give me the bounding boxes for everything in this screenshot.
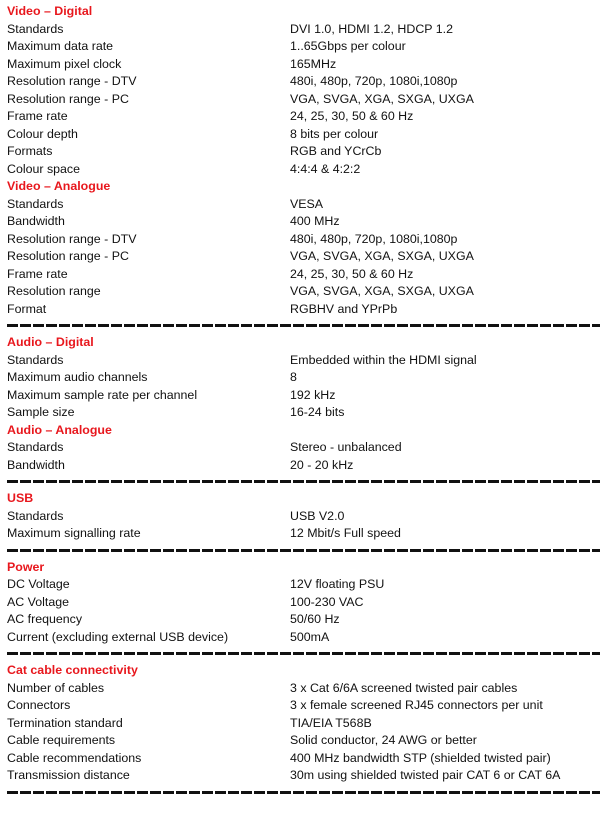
spec-groups [7,3,600,794]
spec-value: Solid conductor, 24 AWG or better [290,733,477,747]
spec-row [7,283,600,301]
section-title: Audio – Analogue [7,422,112,437]
spec-group [7,490,600,552]
spec-value: 24, 25, 30, 50 & 60 Hz [290,266,414,281]
spec-value: TIA/EIA T568B [290,715,372,730]
spec-label: Sample size [7,405,75,419]
spec-row [7,196,600,214]
spec-row [7,21,600,39]
spec-row [7,697,600,715]
spec-label: Maximum sample rate per channel [7,387,198,402]
section-title: Cat cable connectivity [7,663,138,677]
spec-value: 500mA [290,629,330,644]
spec-label: Standards [7,21,64,36]
spec-value: Stereo - unbalanced [290,440,402,454]
spec-section [7,422,600,475]
spec-value: VGA, SVGA, XGA, SXGA, UXGA [290,249,474,263]
spec-row [7,143,600,161]
spec-label: Standards [7,508,64,523]
spec-label: Frame rate [7,266,68,281]
section-title: Power [7,559,45,574]
dashed-separator [7,652,600,655]
spec-group [7,559,600,656]
spec-label: Current (excluding external USB device) [7,629,229,644]
spec-value: VGA, SVGA, XGA, SXGA, UXGA [290,284,474,298]
spec-row [7,767,600,785]
spec-label: Standards [7,352,64,367]
spec-value: 3 x female screened RJ45 connectors per unit [290,698,543,712]
spec-label: Transmission distance [7,768,130,782]
spec-value: 12 Mbit/s Full speed [290,526,401,540]
spec-value: 20 - 20 kHz [290,457,354,472]
spec-label: Formats [7,144,53,158]
spec-label: Standards [7,440,64,454]
spec-section [7,662,600,785]
spec-value: 480i, 480p, 720p, 1080i,1080p [290,74,458,88]
spec-group [7,334,600,483]
spec-value: 4:4:4 & 4:2:2 [290,161,361,176]
spec-label: Termination standard [7,715,123,730]
spec-label: Format [7,301,47,316]
dashed-separator [7,791,600,794]
spec-row [7,73,600,91]
section-title: USB [7,491,34,505]
spec-row [7,680,600,698]
spec-section [7,3,600,178]
spec-value: 30m using shielded twisted pair CAT 6 or CAT 6A [290,768,561,782]
dashed-separator [7,324,600,327]
spec-value: 12V floating PSU [290,577,385,591]
spec-row [7,369,600,387]
spec-value: 16-24 bits [290,405,345,419]
dashed-separator [7,549,600,552]
spec-label: Standards [7,196,64,211]
spec-label: Maximum audio channels [7,370,148,384]
spec-value: USB V2.0 [290,508,345,523]
spec-row [7,38,600,56]
spec-row [7,715,600,733]
spec-value: RGBHV and YPrPb [290,301,398,316]
spec-label: Number of cables [7,680,105,695]
spec-row [7,525,600,543]
spec-label: Maximum signalling rate [7,526,141,540]
spec-label: Maximum data rate [7,39,114,53]
spec-group [7,662,600,794]
section-title: Audio – Digital [7,335,94,349]
spec-value: 1..65Gbps per colour [290,39,406,53]
spec-value: 400 MHz [290,214,340,228]
spec-row [7,457,600,475]
spec-row [7,352,600,370]
spec-value: RGB and YCrCb [290,144,382,158]
spec-value: 100-230 VAC [290,594,364,609]
spec-label: Colour space [7,161,81,176]
spec-row [7,404,600,422]
spec-label: Bandwidth [7,214,65,228]
spec-value: 24, 25, 30, 50 & 60 Hz [290,109,414,123]
spec-value: VGA, SVGA, XGA, SXGA, UXGA [290,91,474,106]
spec-label: Resolution range - PC [7,91,129,106]
spec-row [7,611,600,629]
spec-label: AC frequency [7,612,83,626]
spec-label: Connectors [7,698,71,712]
spec-row [7,161,600,179]
spec-value: 50/60 Hz [290,612,340,626]
spec-row [7,126,600,144]
spec-label: Cable requirements [7,733,116,747]
spec-label: Bandwidth [7,457,65,472]
spec-label: Resolution range [7,284,101,298]
spec-row [7,387,600,405]
section-title: Video – Analogue [7,179,111,193]
spec-row [7,576,600,594]
spec-row [7,266,600,284]
spec-section [7,334,600,422]
spec-row [7,732,600,750]
spec-label: AC Voltage [7,594,69,609]
spec-row [7,594,600,612]
spec-row [7,56,600,74]
spec-label: Resolution range - DTV [7,231,137,246]
spec-section [7,559,600,647]
spec-section [7,178,600,318]
spec-section [7,490,600,543]
spec-label: Cable recommendations [7,750,142,765]
spec-value: VESA [290,196,324,211]
spec-value: 400 MHz bandwidth STP (shielded twisted pair) [290,750,551,765]
spec-label: Maximum pixel clock [7,56,122,71]
spec-value: Embedded within the HDMI signal [290,352,477,367]
spec-row [7,439,600,457]
spec-row [7,213,600,231]
spec-row [7,750,600,768]
spec-label: Resolution range - PC [7,249,129,263]
spec-row [7,108,600,126]
spec-value: 165MHz [290,56,337,71]
spec-label: Frame rate [7,109,68,123]
spec-value: 480i, 480p, 720p, 1080i,1080p [290,231,458,246]
spec-value: 8 bits per colour [290,126,379,141]
spec-label: Colour depth [7,126,78,141]
spec-label: DC Voltage [7,577,70,591]
spec-label: Resolution range - DTV [7,74,137,88]
section-title: Video – Digital [7,4,93,18]
spec-value: 8 [290,370,297,384]
dashed-separator [7,480,600,483]
spec-value: DVI 1.0, HDMI 1.2, HDCP 1.2 [290,21,453,36]
spec-row [7,629,600,647]
spec-row [7,91,600,109]
spec-value: 192 kHz [290,387,336,402]
spec-row [7,301,600,319]
spec-row [7,248,600,266]
spec-row [7,508,600,526]
spec-value: 3 x Cat 6/6A screened twisted pair cables [290,680,518,695]
spec-row [7,231,600,249]
spec-group [7,3,600,327]
